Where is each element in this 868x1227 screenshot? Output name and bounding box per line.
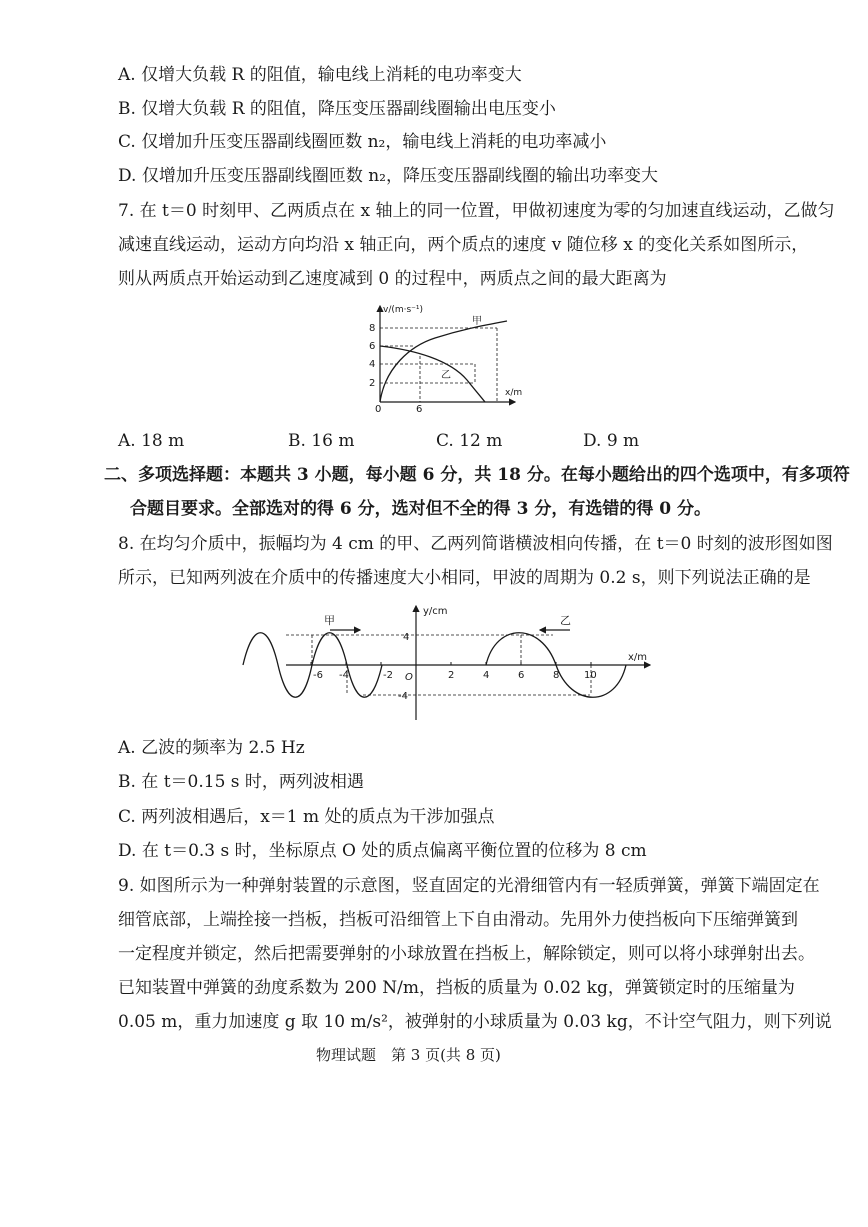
section2-heading-line2: 合题目要求。全部选对的得 6 分，选对但不全的得 3 分，有选错的得 0 分。 <box>130 499 711 519</box>
q7-option-a: A. 18 m <box>118 431 185 451</box>
q8-label-jia: 甲 <box>324 614 335 627</box>
q9-stem-line3: 一定程度并锁定，然后把需要弹射的小球放置在挡板上，解除锁定，则可以将小球弹射出去。 <box>118 944 815 964</box>
q8-x-tick-4: 4 <box>483 670 490 681</box>
q8-origin-label: O <box>405 672 413 683</box>
q8-option-c: C. 两列波相遇后，x＝1 m 处的质点为干涉加强点 <box>118 807 495 827</box>
q7-curve-yi <box>380 346 485 402</box>
q7-option-b: B. 16 m <box>288 431 355 451</box>
q6-option-c: C. 仅增加升压变压器副线圈匝数 n₂，输电线上消耗的电功率减小 <box>118 132 607 152</box>
q7-stem-line2: 减速直线运动，运动方向均沿 x 轴正向，两个质点的速度 v 随位移 x 的变化关系如图所示， <box>118 235 809 255</box>
q8-y-tick-neg4: -4 <box>398 691 408 702</box>
q8-stem-line2: 所示，已知两列波在介质中的传播速度大小相同，甲波的周期为 0.2 s，则下列说法正确的是 <box>118 568 811 588</box>
page-footer: 物理试题 第 3 页(共 8 页) <box>316 1046 501 1064</box>
q7-label-jia: 甲 <box>472 316 482 327</box>
q6-option-b: B. 仅增大负载 R 的阻值，降压变压器副线圈输出电压变小 <box>118 99 556 119</box>
q6-option-a: A. 仅增大负载 R 的阻值，输电线上消耗的电功率变大 <box>118 65 522 85</box>
q7-option-c: C. 12 m <box>436 431 503 451</box>
q7-stem-line3: 则从两质点开始运动到乙速度减到 0 的过程中，两质点之间的最大距离为 <box>118 269 667 289</box>
q8-wave-graph <box>238 602 658 724</box>
q7-stem-line1: 7. 在 t＝0 时刻甲、乙两质点在 x 轴上的同一位置，甲做初速度为零的匀加速直线运动，乙做匀 <box>118 201 835 221</box>
q8-option-d: D. 在 t＝0.3 s 时，坐标原点 O 处的质点偏离平衡位置的位移为 8 cm <box>118 841 647 861</box>
q8-option-b: B. 在 t＝0.15 s 时，两列波相遇 <box>118 772 364 792</box>
q9-stem-line2: 细管底部，上端拴接一挡板，挡板可沿细管上下自由滑动。先用外力使挡板向下压缩弹簧到 <box>118 910 798 930</box>
q8-y-axis-label: y/cm <box>423 606 448 617</box>
q8-label-yi: 乙 <box>560 614 571 627</box>
q7-y-tick-8: 8 <box>369 323 376 334</box>
section2-heading-line1: 二、多项选择题：本题共 3 小题，每小题 6 分，共 18 分。在每小题给出的四个选项中，有多项符 <box>104 465 850 485</box>
q8-option-a: A. 乙波的频率为 2.5 Hz <box>118 738 305 758</box>
q7-y-tick-2: 2 <box>369 378 376 389</box>
q8-x-tick-6: 6 <box>518 670 525 681</box>
q7-x-tick-6: 6 <box>416 404 423 415</box>
q8-x-tick-neg2: -2 <box>383 670 393 681</box>
q8-y-tick-4: 4 <box>403 632 410 643</box>
q9-stem-line5: 0.05 m，重力加速度 g 取 10 m/s²，被弹射的小球质量为 0.03 kg，不计空气阻力，则下列说 <box>118 1012 832 1032</box>
q7-label-yi: 乙 <box>441 370 451 381</box>
q7-y-tick-4: 4 <box>369 359 376 370</box>
q7-option-d: D. 9 m <box>583 431 640 451</box>
q7-origin-label: 0 <box>375 404 382 415</box>
q7-velocity-displacement-graph <box>355 298 530 416</box>
q7-curve-jia <box>380 321 507 402</box>
q9-stem-line1: 9. 如图所示为一种弹射装置的示意图，竖直固定的光滑细管内有一轻质弹簧，弹簧下端固定在 <box>118 876 820 896</box>
q8-x-tick-2: 2 <box>448 670 455 681</box>
q8-x-tick-8: 8 <box>553 670 560 681</box>
q8-x-tick-neg4: -4 <box>339 670 349 681</box>
q6-option-d: D. 仅增加升压变压器副线圈匝数 n₂，降压变压器副线圈的输出功率变大 <box>118 166 658 186</box>
q8-x-tick-neg6: -6 <box>313 670 323 681</box>
q8-stem-line1: 8. 在均匀介质中，振幅均为 4 cm 的甲、乙两列简谐横波相向传播，在 t＝0 时刻的波形图如图 <box>118 534 833 554</box>
q9-stem-line4: 已知装置中弹簧的劲度系数为 200 N/m，挡板的质量为 0.02 kg，弹簧锁定时的压缩量为 <box>118 978 795 998</box>
q7-x-axis-label: x/m <box>505 388 523 398</box>
q7-y-axis-label: v/(m·s⁻¹) <box>383 305 424 315</box>
q7-y-tick-6: 6 <box>369 341 376 352</box>
q8-x-axis-label: x/m <box>628 652 648 663</box>
q8-x-tick-10: 10 <box>584 670 597 681</box>
